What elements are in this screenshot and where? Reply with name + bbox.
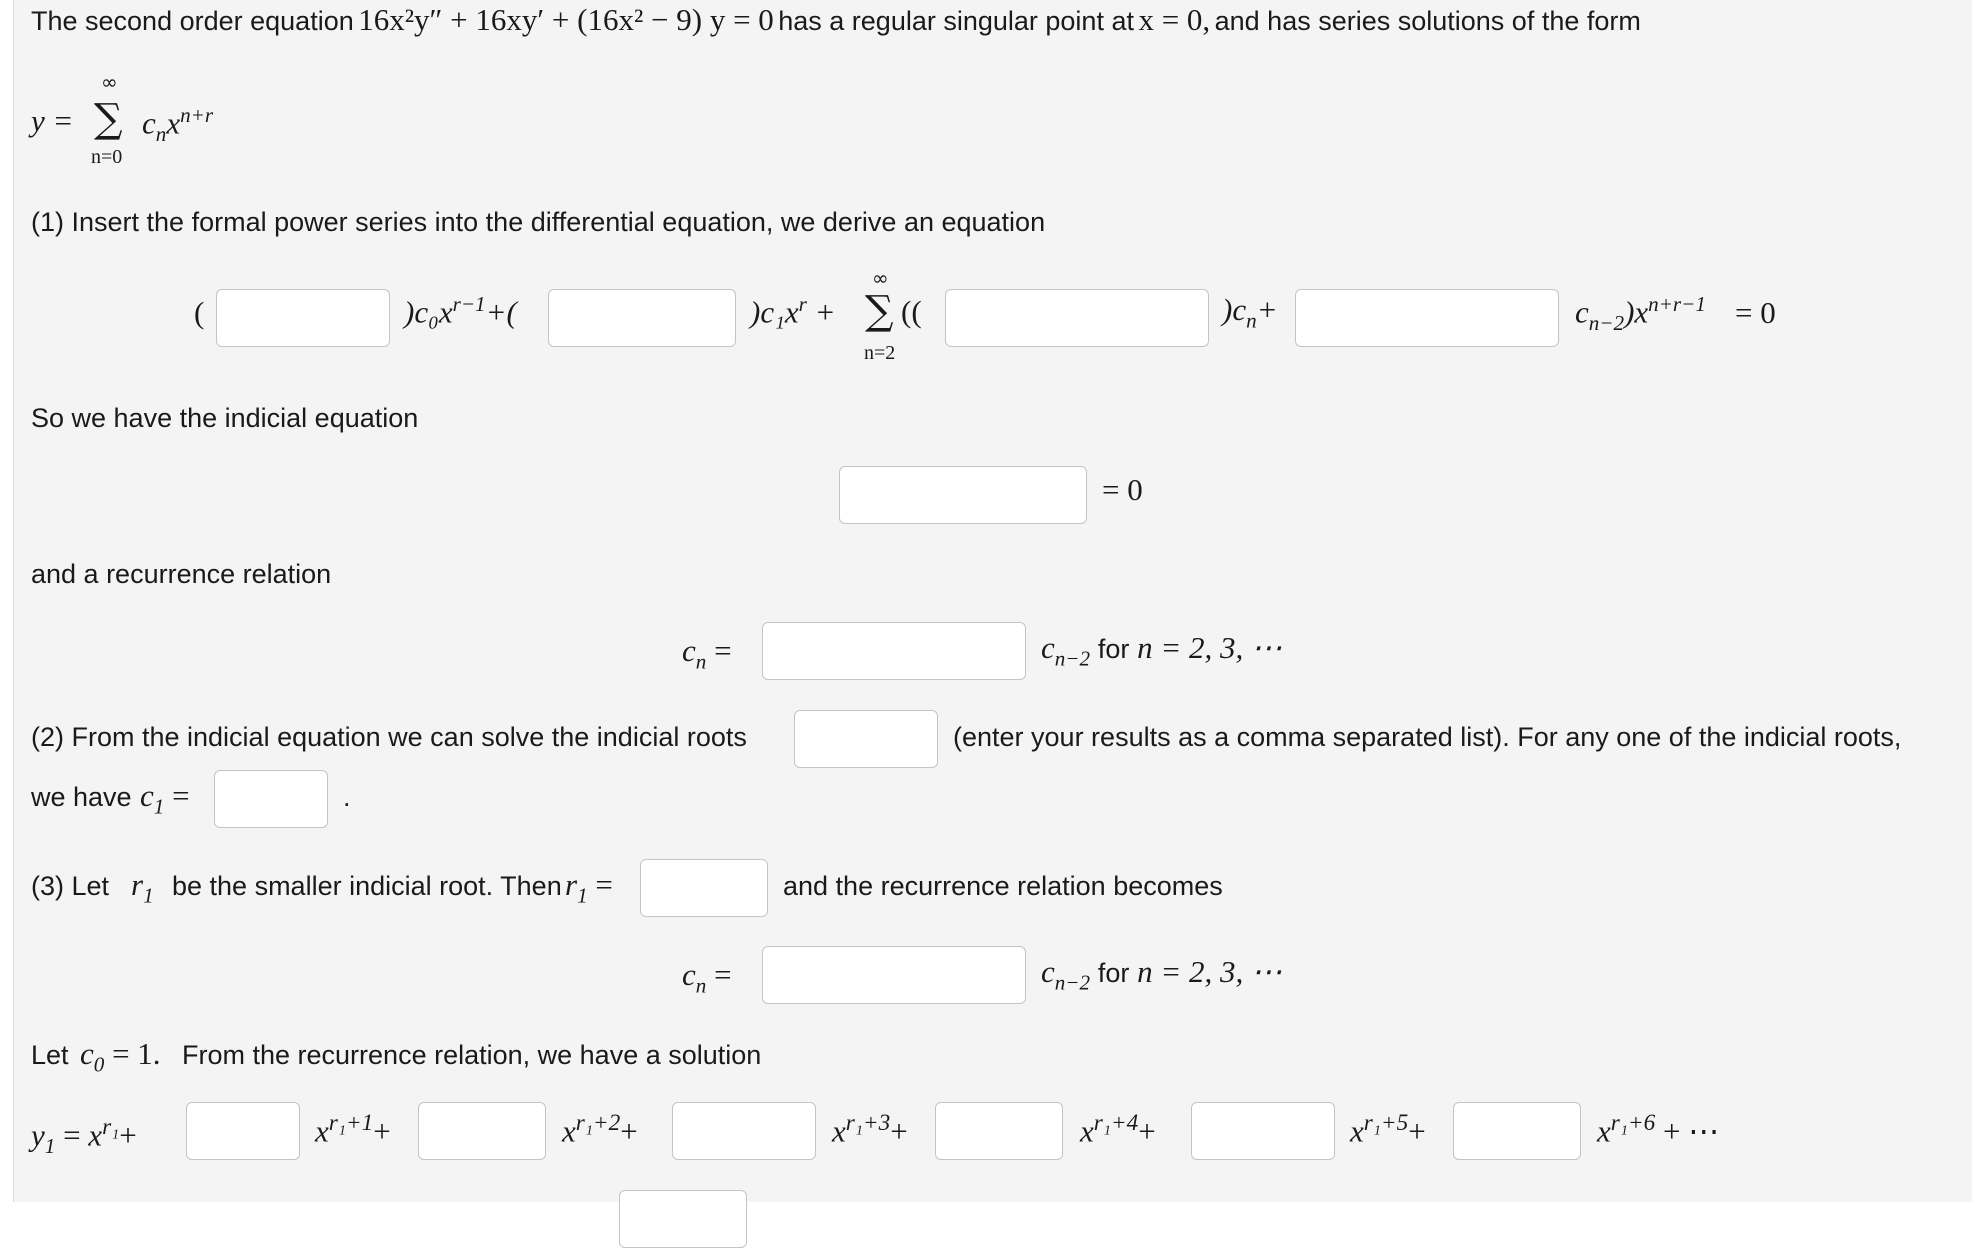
problem-panel <box>13 0 1972 1202</box>
series-lower-limit: n=0 <box>91 146 123 168</box>
part3-text-b: be the smaller indicial root. Then <box>172 871 562 901</box>
part2-text: (2) From the indicial equation we can solve the indicial roots <box>31 722 747 752</box>
intro-lead: The second order equation <box>31 6 354 36</box>
part2-period: . <box>343 782 351 812</box>
series-term-5: $x^{r_1+5}+$ <box>1350 1110 1426 1149</box>
p1-coef-cn2-input[interactable] <box>1295 289 1559 347</box>
series-sigma: ∑ <box>94 96 123 142</box>
part1-sigma: ∑ <box>865 288 894 334</box>
solution-y1: $y_1 = x^{r_1}+$ <box>31 1114 137 1158</box>
singular-point: x = 0, <box>1138 2 1211 37</box>
recurrence2-input[interactable] <box>762 946 1026 1004</box>
part1-open-paren: ( <box>194 295 205 330</box>
p1-coef-c1-input[interactable] <box>548 289 736 347</box>
series-term-3: $x^{r_1+3}+$ <box>832 1110 908 1149</box>
solution-text-a: Let <box>31 1040 69 1070</box>
part1-sigma-lower: n=2 <box>864 342 896 364</box>
series-coef5-input[interactable] <box>1191 1102 1335 1160</box>
part2-after-text: (enter your results as a comma separated list). For any one of the indicial roots, <box>953 722 1902 752</box>
series-term-6: $x^{r_1+6}$ + ⋯ <box>1597 1110 1720 1149</box>
p1-coef-cn-input[interactable] <box>945 289 1209 347</box>
recurrence-rhs: $c_{n-2}$ for n = 2, 3, ⋯ <box>1041 630 1283 671</box>
intro-tail: and has series solutions of the form <box>1214 6 1641 36</box>
part1-rhs: = 0 <box>1735 295 1776 330</box>
series-upper-limit: ∞ <box>101 70 118 94</box>
c1-input[interactable] <box>214 770 328 828</box>
intro-line <box>31 2 1641 38</box>
part1-double-paren: (( <box>901 294 922 329</box>
series-coef4-input[interactable] <box>935 1102 1063 1160</box>
indicial-equation-input[interactable] <box>839 466 1087 524</box>
series-coef2-input[interactable] <box>418 1102 546 1160</box>
extra-coef-input[interactable] <box>619 1190 747 1248</box>
series-term-4: $x^{r_1+4}+$ <box>1080 1110 1156 1149</box>
series-term-2: $x^{r_1+2}+$ <box>562 1110 638 1149</box>
solution-c0: $c_0 = 1$. <box>80 1036 161 1077</box>
indicial-rhs: = 0 <box>1102 472 1143 507</box>
series-term-1: $x^{r_1+1}+$ <box>315 1110 391 1149</box>
part1-c1-term: )$c_1x^r$ + <box>750 292 836 330</box>
series-coef3-input[interactable] <box>672 1102 816 1160</box>
series-term: $c_nx^{n+r}$ <box>142 103 214 146</box>
indicial-roots-input[interactable] <box>794 710 938 768</box>
part3-text-a: (3) Let <box>31 871 110 901</box>
part1-cn2-term: $c_{n-2})x^{n+r-1}$ <box>1575 292 1706 335</box>
part3-text-c: and the recurrence relation becomes <box>783 871 1223 901</box>
recurrence-lhs: $c_n$ = <box>682 633 732 674</box>
recurrence-text: and a recurrence relation <box>31 559 332 589</box>
part1-c0-term: )$c_0x^{r-1}+$( <box>404 292 517 330</box>
series-coef1-input[interactable] <box>186 1102 300 1160</box>
part3-r1: $r_1$ <box>131 867 154 908</box>
recurrence2-lhs: $c_n$ = <box>682 957 732 998</box>
r1-input[interactable] <box>640 859 768 917</box>
ode-equation: 16x²y″ + 16xy′ + (16x² − 9) y = 0 <box>358 2 774 37</box>
part3-r1-eq: $r_1$ = <box>565 867 613 908</box>
solution-text-b: From the recurrence relation, we have a solution <box>182 1040 762 1070</box>
part1-text: (1) Insert the formal power series into the differential equation, we derive an equation <box>31 207 1046 237</box>
part2-c1-label: $c_1$ = <box>140 778 190 819</box>
recurrence-input[interactable] <box>762 622 1026 680</box>
series-lhs: y = <box>31 103 74 138</box>
recurrence2-rhs: $c_{n-2}$ for n = 2, 3, ⋯ <box>1041 954 1283 995</box>
part1-cn-term: )$c_n+$ <box>1222 292 1278 333</box>
series-coef6-input[interactable] <box>1453 1102 1581 1160</box>
intro-mid: has a regular singular point at <box>778 6 1134 36</box>
p1-coef-c0-input[interactable] <box>216 289 390 347</box>
part2-we-have: we have <box>31 782 132 812</box>
part1-sigma-upper: ∞ <box>872 266 889 290</box>
indicial-text: So we have the indicial equation <box>31 403 419 433</box>
